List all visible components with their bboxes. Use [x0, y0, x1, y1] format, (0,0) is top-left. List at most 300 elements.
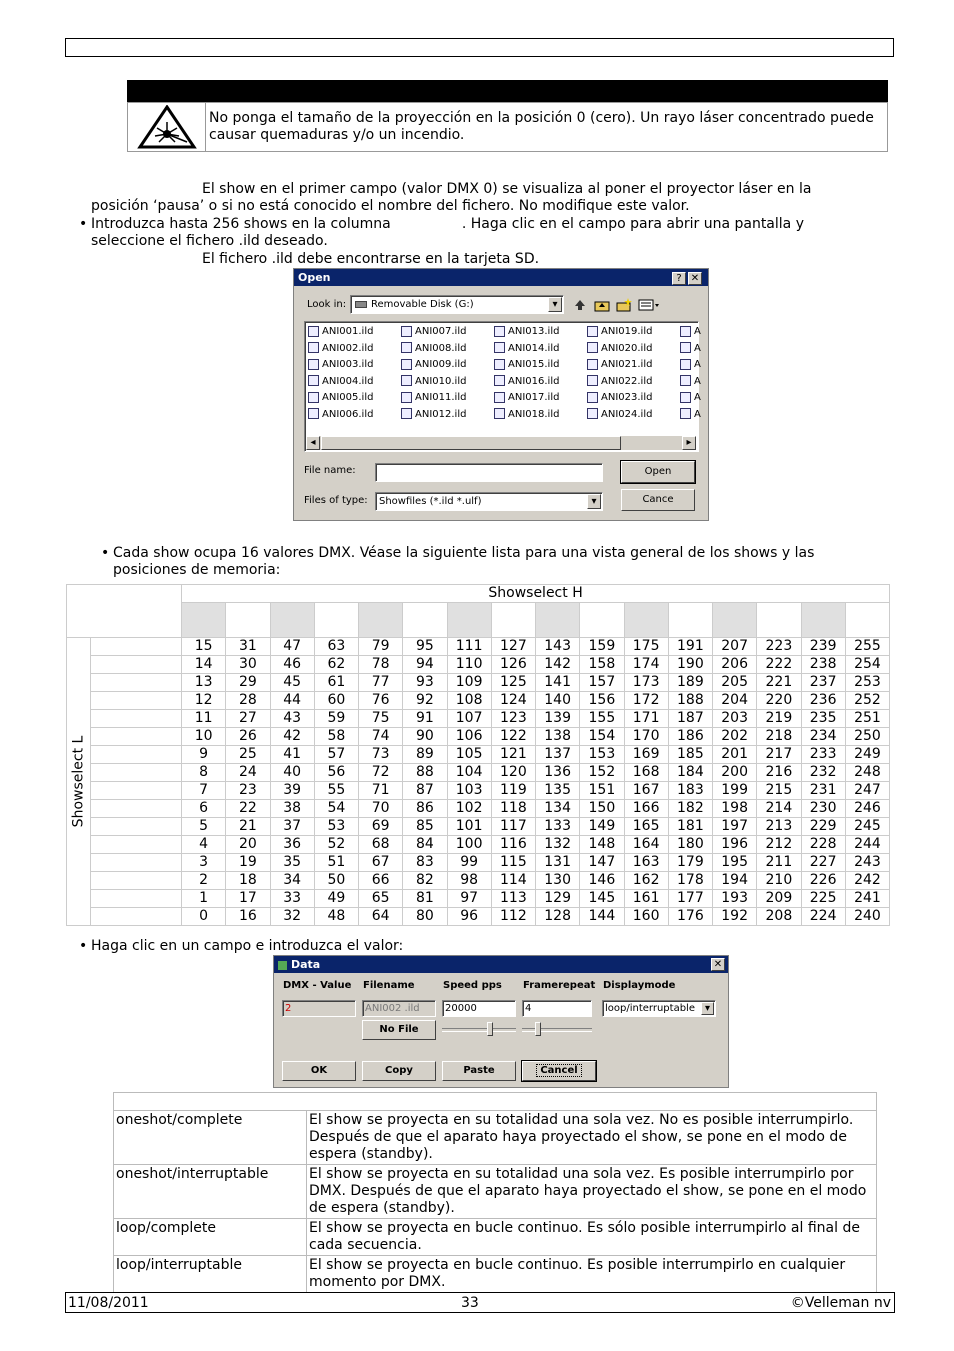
matrix-cell: 251 [845, 710, 889, 728]
matrix-cell: 107 [447, 710, 491, 728]
matrix-cell: 145 [580, 890, 624, 908]
matrix-cell: 252 [845, 692, 889, 710]
matrix-cell: 95 [403, 638, 447, 656]
matrix-cell: 96 [447, 908, 491, 926]
matrix-cell: 85 [403, 818, 447, 836]
file-item[interactable] [401, 407, 466, 423]
file-item[interactable] [587, 341, 652, 357]
matrix-cell: 78 [359, 656, 403, 674]
file-name-input[interactable] [375, 463, 603, 482]
col-filename-label: Filename [363, 980, 415, 991]
framerepeat-slider[interactable] [522, 1022, 592, 1036]
table-row [67, 782, 890, 800]
file-name: ANI004.ild [322, 375, 374, 387]
chevron-down-icon[interactable]: ▾ [701, 1002, 714, 1015]
matrix-cell: 55 [314, 782, 358, 800]
matrix-cell: 3 [182, 854, 226, 872]
matrix-cell: 177 [668, 890, 712, 908]
ild-file-icon [494, 342, 505, 353]
matrix-cell: 136 [536, 764, 580, 782]
matrix-corner-cell [67, 585, 182, 638]
matrix-cell: 175 [624, 638, 668, 656]
matrix-subheader-cell [801, 603, 845, 638]
matrix-cell: 225 [801, 890, 845, 908]
cancel-button[interactable]: Cance [621, 489, 695, 511]
matrix-cell: 219 [757, 710, 801, 728]
close-button[interactable]: ✕ [688, 272, 702, 285]
ild-file-icon [308, 392, 319, 403]
mode-name: oneshot/complete [114, 1111, 307, 1165]
file-item[interactable] [587, 374, 652, 390]
col-dmx-label: DMX - Value [283, 980, 352, 991]
matrix-cell: 184 [668, 764, 712, 782]
matrix-cell: 94 [403, 656, 447, 674]
ild-file-icon [680, 342, 691, 353]
show-matrix [66, 584, 889, 933]
file-item[interactable] [494, 324, 559, 340]
table-row [67, 638, 890, 656]
file-item[interactable] [494, 407, 559, 423]
matrix-cell: 166 [624, 800, 668, 818]
matrix-cell: 97 [447, 890, 491, 908]
file-item[interactable] [680, 390, 701, 406]
file-name: ANI024.ild [601, 408, 653, 420]
bullet-enter-shows: Introduzca hasta 256 shows en la columna . Haga clic en el campo para abrir una pantalla y seleccione el fichero .ild deseado. [91, 216, 809, 249]
table-row [67, 800, 890, 818]
matrix-cell: 28 [226, 692, 270, 710]
matrix-cell: 141 [536, 674, 580, 692]
matrix-cell: 174 [624, 656, 668, 674]
dialog-title: Open [298, 271, 331, 284]
matrix-cell: 180 [668, 836, 712, 854]
matrix-cell: 182 [668, 800, 712, 818]
matrix-cell: 139 [536, 710, 580, 728]
matrix-cell: 109 [447, 674, 491, 692]
file-name: ANI010.ild [415, 375, 467, 387]
file-item[interactable] [494, 390, 559, 406]
matrix-cell: 132 [536, 836, 580, 854]
bullet-marker: • [79, 938, 88, 954]
speed-slider[interactable] [442, 1022, 516, 1036]
file-item[interactable] [401, 357, 466, 373]
matrix-cell: 67 [359, 854, 403, 872]
bullet-marker: • [101, 545, 110, 561]
ild-file-icon [308, 375, 319, 386]
file-item[interactable] [494, 374, 559, 390]
matrix-cell: 215 [757, 782, 801, 800]
matrix-cell: 245 [845, 818, 889, 836]
matrix-cell: 188 [668, 692, 712, 710]
file-name: ANI014.ild [508, 342, 560, 354]
display-modes-table [113, 1092, 877, 1293]
matrix-cell: 224 [801, 908, 845, 926]
matrix-cell: 123 [491, 710, 535, 728]
scroll-right-icon[interactable]: ▸ [682, 436, 696, 450]
matrix-cell: 250 [845, 728, 889, 746]
matrix-subheader-cell [447, 603, 491, 638]
file-item[interactable] [308, 407, 373, 423]
matrix-cell: 65 [359, 890, 403, 908]
matrix-cell: 34 [270, 872, 314, 890]
ild-file-icon [401, 326, 412, 337]
matrix-cell: 243 [845, 854, 889, 872]
matrix-cell: 131 [536, 854, 580, 872]
ild-file-icon [308, 326, 319, 337]
file-item[interactable] [680, 357, 701, 373]
ild-file-icon [308, 408, 319, 419]
matrix-cell: 56 [314, 764, 358, 782]
ild-file-icon [308, 342, 319, 353]
matrix-cell: 246 [845, 800, 889, 818]
file-item[interactable] [308, 324, 373, 340]
file-item[interactable] [308, 374, 373, 390]
matrix-cell: 238 [801, 656, 845, 674]
file-name: ANI009.ild [415, 359, 467, 370]
matrix-cell: 1 [182, 890, 226, 908]
matrix-cell: 19 [226, 854, 270, 872]
mode-description: El show se proyecta en su totalidad una sola vez. No es posible interrumpirlo. Después de que el aparato haya proyectado el show, se pone en el modo de espera (standby). [307, 1111, 877, 1165]
file-name: ANI020.ild [601, 342, 653, 354]
matrix-cell: 110 [447, 656, 491, 674]
ild-file-icon [401, 408, 412, 419]
matrix-cell: 169 [624, 746, 668, 764]
matrix-cell: 142 [536, 656, 580, 674]
ild-file-icon [587, 342, 598, 353]
ild-file-icon [680, 392, 691, 403]
mode-description: El show se proyecta en bucle continuo. Es sólo posible interrumpirlo al final de cada secuencia. [307, 1219, 877, 1256]
copy-button[interactable]: Copy [362, 1061, 436, 1081]
matrix-cell: 190 [668, 656, 712, 674]
row-label-cell [91, 764, 182, 782]
matrix-cell: 51 [314, 854, 358, 872]
ild-file-icon [680, 359, 691, 370]
matrix-cell: 235 [801, 710, 845, 728]
matrix-cell: 236 [801, 692, 845, 710]
matrix-cell: 254 [845, 656, 889, 674]
file-item[interactable] [401, 374, 466, 390]
displaymode-select[interactable] [602, 1000, 716, 1017]
table-row [67, 836, 890, 854]
table-row [114, 1111, 877, 1165]
scroll-thumb[interactable] [321, 436, 621, 450]
file-item[interactable] [401, 324, 466, 340]
matrix-cell: 104 [447, 764, 491, 782]
matrix-cell: 151 [580, 782, 624, 800]
matrix-cell: 68 [359, 836, 403, 854]
matrix-cell: 64 [359, 908, 403, 926]
matrix-cell: 223 [757, 638, 801, 656]
close-button[interactable]: ✕ [711, 958, 725, 971]
row-label-cell [91, 872, 182, 890]
row-label-cell [91, 836, 182, 854]
matrix-cell: 161 [624, 890, 668, 908]
matrix-cell: 38 [270, 800, 314, 818]
horizontal-scrollbar[interactable] [306, 436, 696, 450]
file-item[interactable] [680, 324, 701, 340]
matrix-cell: 111 [447, 638, 491, 656]
matrix-cell: 39 [270, 782, 314, 800]
matrix-cell: 14 [182, 656, 226, 674]
matrix-cell: 213 [757, 818, 801, 836]
matrix-subheader-cell [182, 603, 226, 638]
matrix-cell: 32 [270, 908, 314, 926]
table-row [67, 710, 890, 728]
speed-input[interactable]: 20000 [442, 1000, 516, 1017]
matrix-cell: 124 [491, 692, 535, 710]
matrix-cell: 11 [182, 710, 226, 728]
matrix-cell: 191 [668, 638, 712, 656]
back-folder-icon[interactable] [573, 297, 587, 311]
matrix-cell: 37 [270, 818, 314, 836]
matrix-subheader-cell [403, 603, 447, 638]
paragraph-pause-show: El show en el primer campo (valor DMX 0) se visualiza al poner el proyector láser en la posición ‘pausa’ o si no está conocido el nombre del fichero. No modifique este valor. [91, 181, 812, 214]
up-folder-icon[interactable] [594, 297, 610, 311]
matrix-cell: 93 [403, 674, 447, 692]
matrix-cell: 147 [580, 854, 624, 872]
file-name: ANI013.ild [508, 326, 560, 337]
matrix-cell: 15 [182, 638, 226, 656]
matrix-cell: 172 [624, 692, 668, 710]
matrix-cell: 36 [270, 836, 314, 854]
row-label-cell [91, 728, 182, 746]
row-label-cell [91, 818, 182, 836]
new-folder-icon[interactable] [616, 297, 632, 311]
file-item[interactable] [308, 341, 373, 357]
mode-name: loop/interruptable [114, 1256, 307, 1293]
file-name: ANI012.ild [415, 408, 467, 420]
table-row [67, 872, 890, 890]
matrix-cell: 121 [491, 746, 535, 764]
file-name: A [694, 392, 701, 403]
matrix-cell: 205 [713, 674, 757, 692]
matrix-cell: 210 [757, 872, 801, 890]
matrix-cell: 233 [801, 746, 845, 764]
matrix-cell: 80 [403, 908, 447, 926]
matrix-cell: 207 [713, 638, 757, 656]
matrix-cell: 253 [845, 674, 889, 692]
matrix-cell: 232 [801, 764, 845, 782]
file-item[interactable] [587, 407, 652, 423]
matrix-cell: 105 [447, 746, 491, 764]
slider-thumb[interactable] [535, 1022, 541, 1036]
matrix-cell: 155 [580, 710, 624, 728]
showselect-l-label: Showselect L [70, 735, 86, 828]
table-row [67, 746, 890, 764]
matrix-cell: 206 [713, 656, 757, 674]
col-speed-label: Speed pps [443, 980, 502, 991]
ok-button[interactable]: OK [282, 1061, 356, 1081]
ild-file-icon [494, 408, 505, 419]
ild-file-icon [494, 326, 505, 337]
file-name: ANI011.ild [415, 392, 467, 403]
matrix-cell: 249 [845, 746, 889, 764]
matrix-cell: 91 [403, 710, 447, 728]
matrix-subheader-cell [314, 603, 358, 638]
look-in-select[interactable] [350, 295, 564, 314]
no-file-button[interactable]: No File [362, 1020, 436, 1040]
matrix-cell: 42 [270, 728, 314, 746]
ild-file-icon [401, 375, 412, 386]
matrix-cell: 35 [270, 854, 314, 872]
matrix-cell: 13 [182, 674, 226, 692]
row-label-cell [91, 854, 182, 872]
open-button[interactable]: Open [621, 461, 695, 483]
table-row [67, 728, 890, 746]
help-button[interactable]: ? [672, 272, 686, 285]
ild-file-icon [308, 359, 319, 370]
matrix-cell: 16 [226, 908, 270, 926]
matrix-subheader-cell [845, 603, 889, 638]
matrix-cell: 106 [447, 728, 491, 746]
displaymode-value: loop/interruptable [605, 1003, 695, 1014]
chevron-down-icon[interactable]: ▾ [587, 494, 601, 509]
matrix-cell: 114 [491, 872, 535, 890]
view-menu-icon[interactable] [638, 297, 662, 311]
matrix-cell: 89 [403, 746, 447, 764]
file-item[interactable] [680, 374, 701, 390]
file-name: A [694, 408, 701, 420]
file-item[interactable] [680, 407, 701, 423]
filename-field: ANI002 .ild [362, 1000, 436, 1017]
matrix-cell: 8 [182, 764, 226, 782]
row-label-cell [91, 800, 182, 818]
files-of-type-label: Files of type: [304, 495, 368, 506]
matrix-cell: 163 [624, 854, 668, 872]
matrix-cell: 62 [314, 656, 358, 674]
matrix-cell: 196 [713, 836, 757, 854]
file-name: ANI007.ild [415, 326, 467, 337]
bullet-show-values: Cada show ocupa 16 valores DMX. Véase la siguiente lista para una vista general de los shows y las posiciones de memoria: [113, 545, 815, 578]
matrix-cell: 162 [624, 872, 668, 890]
matrix-cell: 208 [757, 908, 801, 926]
matrix-cell: 88 [403, 764, 447, 782]
matrix-cell: 227 [801, 854, 845, 872]
matrix-cell: 144 [580, 908, 624, 926]
slider-thumb[interactable] [487, 1022, 493, 1036]
matrix-cell: 103 [447, 782, 491, 800]
mode-description: El show se proyecta en su totalidad una sola vez. Es posible interrumpirlo por DMX. Después de que el aparato haya proyectado el show, se pone en el modo de espera (standby). [307, 1165, 877, 1219]
matrix-cell: 156 [580, 692, 624, 710]
matrix-cell: 228 [801, 836, 845, 854]
matrix-cell: 31 [226, 638, 270, 656]
table-row [67, 908, 890, 926]
table-row [67, 890, 890, 908]
cancel-button[interactable] [522, 1061, 596, 1081]
ild-file-icon [587, 375, 598, 386]
file-item[interactable] [401, 390, 466, 406]
dialog-title: Data [291, 958, 321, 971]
laser-warning-icon [137, 105, 197, 149]
modes-header-row [114, 1093, 877, 1111]
ild-file-icon [680, 326, 691, 337]
matrix-cell: 157 [580, 674, 624, 692]
file-item[interactable] [680, 341, 701, 357]
matrix-cell: 192 [713, 908, 757, 926]
matrix-subheader-cell [491, 603, 535, 638]
matrix-cell: 247 [845, 782, 889, 800]
matrix-cell: 92 [403, 692, 447, 710]
matrix-cell: 98 [447, 872, 491, 890]
matrix-cell: 122 [491, 728, 535, 746]
page-footer [65, 1292, 895, 1313]
matrix-cell: 204 [713, 692, 757, 710]
file-item[interactable] [308, 390, 373, 406]
matrix-cell: 173 [624, 674, 668, 692]
matrix-cell: 72 [359, 764, 403, 782]
files-of-type-select[interactable] [375, 492, 603, 511]
footer-date: 11/08/2011 [68, 1295, 149, 1311]
row-label-cell [91, 890, 182, 908]
matrix-cell: 18 [226, 872, 270, 890]
ild-file-icon [587, 392, 598, 403]
bullet-click-field: Haga clic en un campo e introduzca el valor: [91, 938, 404, 954]
matrix-cell: 255 [845, 638, 889, 656]
file-item[interactable] [494, 357, 559, 373]
matrix-cell: 6 [182, 800, 226, 818]
file-item[interactable] [587, 390, 652, 406]
matrix-cell: 148 [580, 836, 624, 854]
matrix-cell: 218 [757, 728, 801, 746]
matrix-cell: 81 [403, 890, 447, 908]
matrix-cell: 58 [314, 728, 358, 746]
table-row [67, 764, 890, 782]
row-label-cell [91, 638, 182, 656]
matrix-cell: 212 [757, 836, 801, 854]
matrix-subheader-cell [536, 603, 580, 638]
file-name: ANI008.ild [415, 342, 467, 354]
paste-button[interactable]: Paste [442, 1061, 516, 1081]
bullet-marker: • [79, 216, 88, 232]
matrix-cell: 50 [314, 872, 358, 890]
file-list[interactable] [304, 321, 699, 452]
matrix-cell: 49 [314, 890, 358, 908]
matrix-cell: 4 [182, 836, 226, 854]
matrix-cell: 25 [226, 746, 270, 764]
matrix-cell: 248 [845, 764, 889, 782]
matrix-cell: 17 [226, 890, 270, 908]
file-name: ANI015.ild [508, 359, 560, 370]
framerepeat-input[interactable]: 4 [522, 1000, 592, 1017]
data-dialog [273, 955, 729, 1088]
row-label-cell [91, 692, 182, 710]
file-name: ANI016.ild [508, 375, 560, 387]
ild-file-icon [587, 359, 598, 370]
scroll-left-icon[interactable]: ◂ [306, 436, 320, 450]
matrix-subheader-row [67, 603, 890, 638]
matrix-cell: 214 [757, 800, 801, 818]
file-item[interactable] [587, 324, 652, 340]
matrix-cell: 231 [801, 782, 845, 800]
page-header-bar [65, 38, 894, 57]
table-row [67, 818, 890, 836]
matrix-cell: 87 [403, 782, 447, 800]
matrix-cell: 12 [182, 692, 226, 710]
file-item[interactable] [587, 357, 652, 373]
file-item[interactable] [308, 357, 373, 373]
matrix-cell: 2 [182, 872, 226, 890]
matrix-cell: 226 [801, 872, 845, 890]
matrix-cell: 216 [757, 764, 801, 782]
chevron-down-icon[interactable]: ▾ [548, 297, 562, 312]
matrix-cell: 23 [226, 782, 270, 800]
col-framerepeat-label: Framerepeat [523, 980, 596, 991]
matrix-cell: 209 [757, 890, 801, 908]
look-in-label: Look in: [307, 299, 347, 310]
file-item[interactable] [401, 341, 466, 357]
matrix-cell: 9 [182, 746, 226, 764]
file-item[interactable] [494, 341, 559, 357]
matrix-cell: 5 [182, 818, 226, 836]
